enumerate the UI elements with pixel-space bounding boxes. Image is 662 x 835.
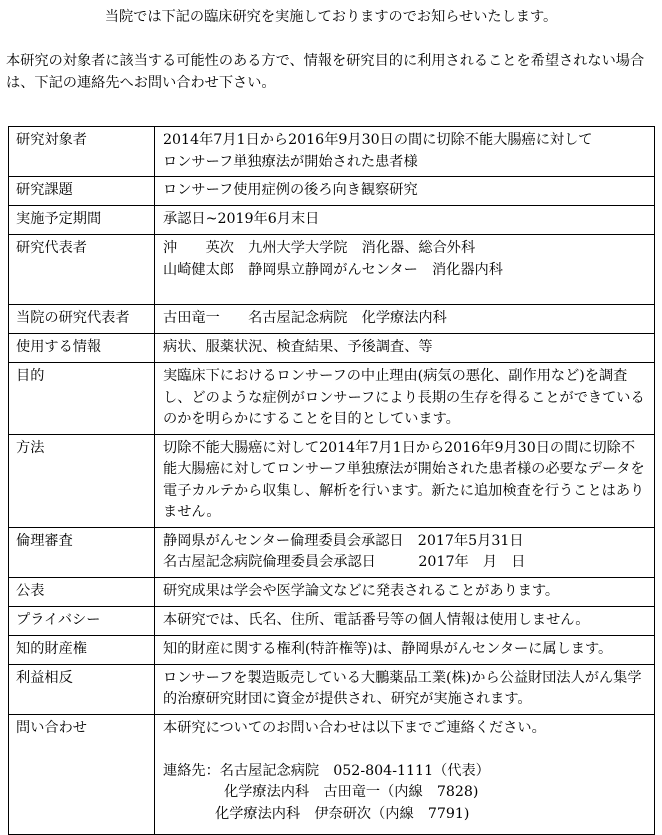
table-row-data-used [9, 334, 655, 363]
row-text: 本研究では、氏名、住所、電話番号等の個人情報は使用しません。 [163, 611, 590, 628]
row-content [155, 363, 655, 435]
row-label: 方法 [9, 434, 155, 527]
row-content [155, 206, 655, 235]
table-row-privacy [9, 606, 655, 635]
row-text: 山崎健太郎 静岡県立静岡がんセンター 消化器内科 [163, 261, 503, 278]
table-row-local-representative [9, 305, 655, 334]
row-content [155, 577, 655, 606]
table-row-method [9, 434, 655, 527]
row-content [155, 527, 655, 577]
row-text: ロンサーフ使用症例の後ろ向き観察研究 [163, 182, 418, 198]
row-content [155, 606, 655, 635]
intro-paragraph: 本研究の対象者に該当する可能性のある方で、情報を研究目的に利用されることを希望されない場合は、下記の連絡先へお問い合わせ下さい。 [6, 53, 645, 91]
row-label: 問い合わせ [9, 714, 155, 834]
table-row-representative [9, 235, 655, 305]
row-content [155, 305, 655, 334]
table-row-ip-rights [9, 635, 655, 664]
row-text: 本研究についてのお問い合わせは以下までご連絡ください。 [163, 719, 546, 736]
row-content [155, 635, 655, 664]
table-row-subjects [9, 127, 655, 177]
row-text: ロンサーフ単独療法が開始された患者様 [163, 153, 418, 170]
row-content [155, 714, 655, 834]
contact-phone: 連絡先：名古屋記念病院 052-804-1111（代表） [163, 762, 490, 779]
row-text: 沖 英次 九州大学大学院 消化器、総合外科 [163, 240, 476, 256]
row-label: 利益相反 [9, 664, 155, 714]
row-label: 研究課題 [9, 177, 155, 206]
row-text: 実臨床下におけるロンサーフの中止理由(病気の悪化、副作用など)を調査し、どのような症例がロンサーフにより長期の生存を得ることができているのかを明らかにすることを目的としています。 [163, 368, 645, 427]
table-row-purpose [9, 363, 655, 435]
row-content [155, 127, 655, 177]
table-row-contact [9, 714, 655, 834]
table-row-conflict-of-interest [9, 664, 655, 714]
table-row-publication [9, 577, 655, 606]
row-text: 病状、服薬状況、検査結果、予後調査、等 [163, 339, 433, 355]
intro-heading: 当院では下記の臨床研究を実施しておりますのでお知らせいたします。 [104, 9, 558, 25]
row-label: 研究対象者 [9, 127, 155, 177]
row-label: 研究代表者 [9, 235, 155, 305]
row-label: 倫理審査 [9, 527, 155, 577]
row-text: 切除不能大腸癌に対して2014年7月1日から2016年9月30日の間に切除不能大腸癌に対してロンサーフ単独療法が開始された患者様の必要なデータを電子カルテから収集し、解析を行います。新たに追加検査を行うことはありません。 [163, 439, 645, 520]
intro-notice [6, 6, 656, 94]
row-text: ロンサーフを製造販売している大鵬薬品工業(株)から公益財団法人がん集学的治療研究財団に資金が提供され、研究が実施されます。 [163, 669, 642, 707]
row-content [155, 177, 655, 206]
row-label: 目的 [9, 363, 155, 435]
row-content [155, 664, 655, 714]
row-text: 名古屋記念病院倫理委員会承認日 2017年 月 日 [163, 554, 526, 570]
contact-person: 化学療法内科 伊奈研次（内線 7791) [215, 805, 470, 822]
row-label: 当院の研究代表者 [9, 305, 155, 334]
row-text: 知的財産に関する権利(特許権等)は、静岡県がんセンターに属します。 [163, 640, 613, 657]
row-label: 知的財産権 [9, 635, 155, 664]
row-text: 2014年7月1日から2016年9月30日の間に切除不能大腸癌に対して [163, 132, 593, 148]
table-row-period [9, 206, 655, 235]
table-row-title [9, 177, 655, 206]
row-content [155, 334, 655, 363]
table-row-ethics-review [9, 527, 655, 577]
study-info-table [8, 126, 655, 835]
row-label: 実施予定期間 [9, 206, 155, 235]
row-label: 公表 [9, 577, 155, 606]
row-content [155, 434, 655, 527]
row-label: プライバシー [9, 606, 155, 635]
row-text: 承認日~2019年6月末日 [163, 211, 320, 227]
row-text: 古田竜一 名古屋記念病院 化学療法内科 [163, 310, 447, 326]
contact-person: 化学療法内科 古田竜一（内線 7828) [224, 784, 479, 800]
row-label: 使用する情報 [9, 334, 155, 363]
row-text: 静岡県がんセンター倫理委員会承認日 2017年5月31日 [163, 532, 524, 549]
row-text: 研究成果は学会や医学論文などに発表されることがあります。 [163, 582, 560, 599]
spacer [163, 739, 648, 761]
row-content [155, 235, 655, 305]
